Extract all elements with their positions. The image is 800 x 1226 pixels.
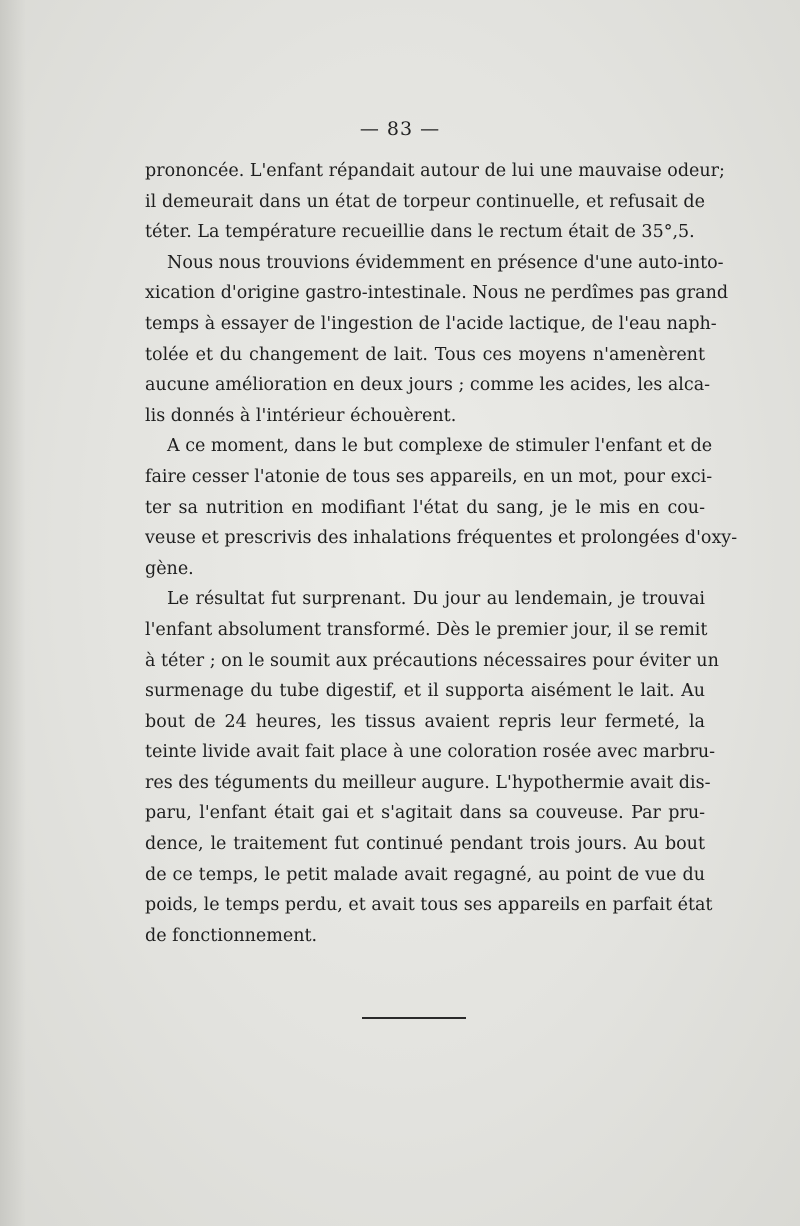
text-line: téter. La température recueillie dans le rectum était de 35°,5. bbox=[145, 222, 695, 243]
text-line: ter sa nutrition en modifiant l'état du sang, je le mis en cou- bbox=[145, 497, 705, 518]
text-line: dence, le traitement fut continué pendant trois jours. Au bout bbox=[145, 834, 705, 855]
text-line: gène. bbox=[145, 558, 194, 579]
text-line: temps à essayer de l'ingestion de l'acide lactique, de l'eau naph- bbox=[145, 313, 717, 334]
text-line: surmenage du tube digestif, et il supporta aisément le lait. Au bbox=[145, 681, 705, 702]
text-line: de fonctionnement. bbox=[145, 925, 318, 946]
text-line: teinte livide avait fait place à une coloration rosée avec marbru- bbox=[145, 742, 716, 763]
body-text bbox=[145, 156, 738, 951]
text-line: de ce temps, le petit malade avait regagné, au point de vue du bbox=[145, 864, 705, 885]
text-line: aucune amélioration en deux jours ; comme les acides, les alca- bbox=[145, 375, 711, 396]
text-line: il demeurait dans un état de torpeur continuelle, et refusait de bbox=[145, 191, 705, 212]
text-line: à téter ; on le soumit aux précautions nécessaires pour éviter un bbox=[145, 650, 719, 671]
text-line: poids, le temps perdu, et avait tous ses appareils en parfait état bbox=[145, 895, 713, 916]
page-edge-shadow bbox=[0, 0, 26, 1226]
text-line: veuse et prescrivis des inhalations fréquentes et prolongées d'oxy- bbox=[145, 528, 738, 549]
text-line: tolée et du changement de lait. Tous ces moyens n'amenèrent bbox=[145, 344, 705, 365]
end-rule bbox=[362, 1017, 466, 1019]
text-line: xication d'origine gastro-intestinale. Nous ne perdîmes pas grand bbox=[145, 283, 729, 304]
text-line: Le résultat fut surprenant. Du jour au lendemain, je trouvai bbox=[167, 589, 705, 610]
text-line: A ce moment, dans le but complexe de stimuler l'enfant et de bbox=[167, 436, 713, 457]
text-line: bout de 24 heures, les tissus avaient repris leur fermeté, la bbox=[145, 711, 705, 732]
text-line: l'enfant absolument transformé. Dès le premier jour, il se remit bbox=[145, 619, 708, 640]
text-line: res des téguments du meilleur augure. L'hypothermie avait dis- bbox=[145, 772, 711, 793]
text-line: Nous nous trouvions évidemment en présence d'une auto-into- bbox=[167, 252, 724, 273]
page-number: — 83 — bbox=[359, 118, 441, 140]
text-line: prononcée. L'enfant répandait autour de lui une mauvaise odeur; bbox=[145, 161, 725, 181]
text-line: lis donnés à l'intérieur échouèrent. bbox=[145, 405, 457, 426]
text-line: paru, l'enfant était gai et s'agitait dans sa couveuse. Par pru- bbox=[145, 803, 705, 824]
text-line: faire cesser l'atonie de tous ses appareils, en un mot, pour exci- bbox=[145, 466, 713, 487]
